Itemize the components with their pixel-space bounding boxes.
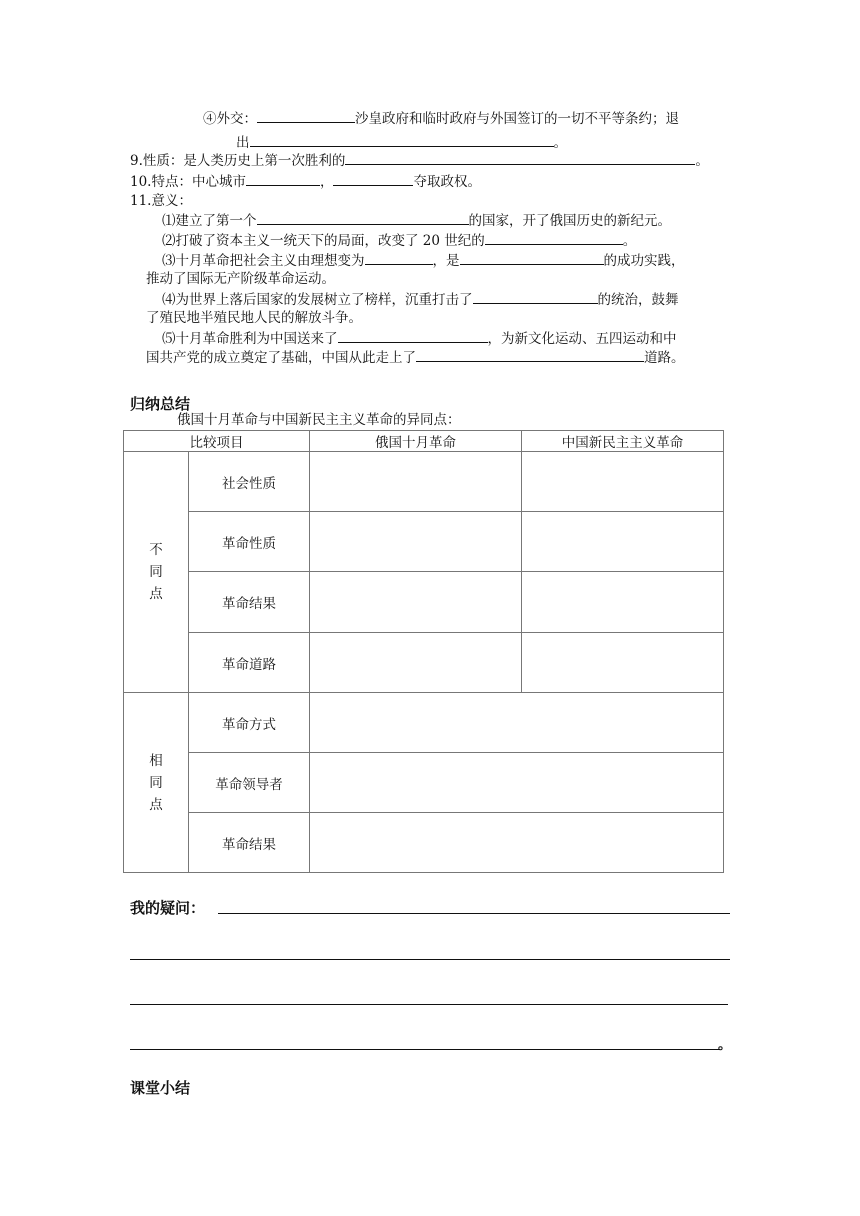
- meaning-5: [162, 328, 677, 349]
- row-label: 革命方式: [189, 693, 310, 753]
- questions-end: 。: [718, 1037, 732, 1053]
- different-label-char: 不: [149, 542, 163, 558]
- fill-blank[interactable]: [473, 289, 598, 304]
- header-cell: 中国新民主主义革命: [522, 431, 724, 452]
- answer-cell[interactable]: [310, 452, 522, 512]
- row-label: 革命性质: [189, 512, 310, 572]
- table-row: [124, 693, 724, 753]
- m4-end: 的统治，鼓舞: [597, 292, 679, 308]
- questions-label: 我的疑问：: [130, 899, 206, 917]
- same-label-cell: [124, 693, 189, 873]
- answer-cell[interactable]: [310, 753, 724, 813]
- table-header-row: [124, 431, 724, 452]
- answer-cell[interactable]: [310, 512, 522, 572]
- answer-cell[interactable]: [310, 633, 522, 693]
- item9-line: [130, 150, 709, 171]
- m3-prefix: ⑶十月革命把社会主义由理想变为: [162, 253, 365, 269]
- same-label-char: 相: [149, 752, 163, 769]
- m5-end: ，为新文化运动、五四运动和中: [487, 331, 677, 347]
- different-label-char: 同: [149, 564, 163, 580]
- same-label-char: 点: [149, 796, 163, 813]
- item4-mid: 沙皇政府和临时政府与外国签订的一切不平等条约；退: [355, 111, 679, 127]
- summary-intro: 俄国十月革命与中国新民主主义革命的异同点：: [177, 412, 461, 428]
- answer-cell[interactable]: [522, 512, 724, 572]
- item4-end: 。: [553, 135, 567, 151]
- answer-cell[interactable]: [522, 633, 724, 693]
- row-label: 革命领导者: [189, 753, 310, 813]
- row-label: 革命道路: [189, 633, 310, 693]
- different-label-char: 点: [149, 586, 163, 602]
- fill-blank[interactable]: [257, 108, 355, 123]
- answer-cell[interactable]: [522, 452, 724, 512]
- meaning-3: [162, 250, 685, 271]
- meaning-5-line2: [146, 347, 685, 368]
- class-summary-heading: 课堂小结: [130, 1079, 191, 1097]
- table-row: [124, 572, 724, 633]
- meaning-1: [162, 210, 671, 231]
- different-label-cell: [124, 452, 189, 693]
- row-label: 革命结果: [189, 572, 310, 633]
- m5-line2-prefix: 国共产党的成立奠定了基础，中国从此走上了: [146, 350, 416, 366]
- row-label: 革命结果: [189, 813, 310, 873]
- item10-line: [130, 171, 481, 192]
- fill-blank[interactable]: [345, 150, 695, 165]
- row-label: 社会性质: [189, 452, 310, 512]
- fill-blank[interactable]: [250, 132, 554, 147]
- fill-blank[interactable]: [246, 171, 320, 186]
- m4-prefix: ⑷为世界上落后国家的发展树立了榜样，沉重打击了: [162, 292, 473, 308]
- item4-line: [203, 108, 679, 129]
- meaning-4: [162, 289, 679, 310]
- answer-cell[interactable]: [310, 813, 724, 873]
- header-cell: 比较项目: [124, 431, 310, 452]
- answer-cell[interactable]: [310, 572, 522, 633]
- fill-blank[interactable]: [485, 230, 623, 245]
- question-line[interactable]: [130, 1004, 728, 1005]
- m1-prefix: ⑴建立了第一个: [162, 213, 257, 229]
- item9-prefix: 9.性质：是人类历史上第一次胜利的: [130, 153, 346, 169]
- meaning-2: [162, 230, 636, 251]
- table-row: [124, 452, 724, 512]
- item10-prefix: 10.特点：中心城市: [130, 174, 246, 190]
- different-label: [124, 539, 188, 605]
- fill-blank[interactable]: [416, 347, 644, 362]
- m2-prefix: ⑵打破了资本主义一统天下的局面，改变了 20 世纪的: [162, 233, 485, 249]
- m3-end: 的成功实践，: [603, 253, 685, 269]
- item4-prefix: ④外交：: [203, 111, 257, 127]
- item10-comma: ，: [319, 174, 334, 190]
- answer-cell[interactable]: [310, 693, 724, 753]
- table-row: [124, 753, 724, 813]
- same-label-char: 同: [149, 774, 163, 791]
- meaning-4-line2: 了殖民地半殖民地人民的解放斗争。: [146, 310, 362, 326]
- table-row: [124, 813, 724, 873]
- same-label: [124, 750, 188, 816]
- answer-cell[interactable]: [522, 572, 724, 633]
- question-line[interactable]: [218, 913, 730, 914]
- table-row: [124, 512, 724, 572]
- fill-blank[interactable]: [257, 210, 469, 225]
- summary-heading: 归纳总结: [130, 395, 191, 413]
- comparison-table: [123, 430, 724, 873]
- table-row: [124, 633, 724, 693]
- m2-end: 。: [622, 233, 637, 249]
- meaning-3-line2: 推动了国际无产阶级革命运动。: [146, 271, 335, 287]
- header-cell: 俄国十月革命: [310, 431, 522, 452]
- item11-title: 11.意义：: [130, 193, 192, 209]
- question-line[interactable]: [130, 959, 730, 960]
- fill-blank[interactable]: [365, 250, 433, 265]
- question-line[interactable]: [130, 1049, 720, 1050]
- fill-blank[interactable]: [333, 171, 413, 186]
- item9-end: 。: [695, 153, 709, 169]
- fill-blank[interactable]: [338, 328, 488, 343]
- item4-cont: 出: [236, 135, 250, 151]
- fill-blank[interactable]: [460, 250, 604, 265]
- m3-mid: ，是: [432, 253, 460, 269]
- m1-end: 的国家，开了俄国历史的新纪元。: [468, 213, 671, 229]
- m5-prefix: ⑸十月革命胜利为中国送来了: [162, 331, 338, 347]
- m5-line2-end: 道路。: [644, 350, 685, 366]
- item10-end: 夺取政权。: [413, 174, 481, 190]
